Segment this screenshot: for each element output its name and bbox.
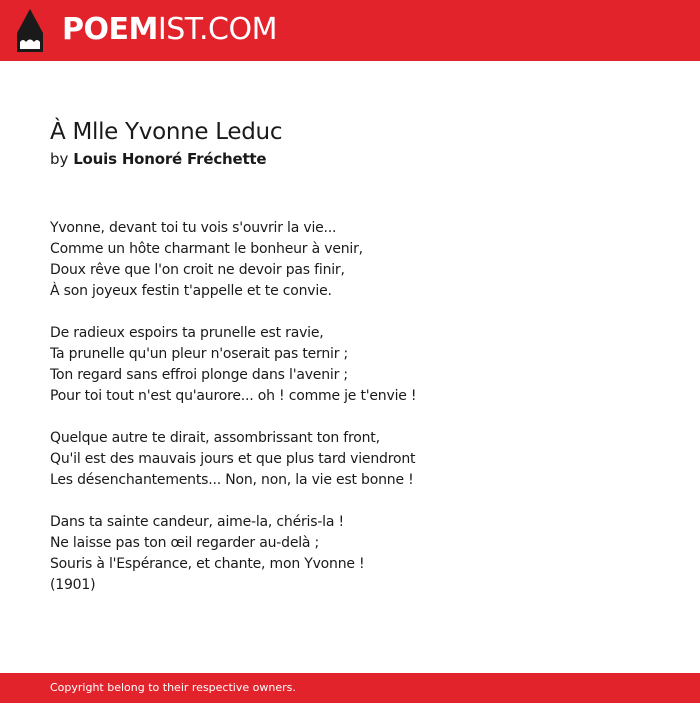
poem-date: (1901) xyxy=(50,577,96,593)
poem-line: Qu'il est des mauvais jours et que plus tard viendront xyxy=(50,451,416,467)
poem-title: À Mlle Yvonne Leduc xyxy=(50,119,283,145)
stanza xyxy=(50,218,650,302)
poem-line: Souris à l'Espérance, et chante, mon Yvonne ! xyxy=(50,556,365,572)
poem-line: Ta prunelle qu'un pleur n'oserait pas ternir ; xyxy=(50,346,349,362)
stanza xyxy=(50,323,650,407)
stanza xyxy=(50,512,650,596)
byline xyxy=(50,149,266,169)
logo-bold-text: POEM xyxy=(62,12,158,47)
logo-light-text: IST.COM xyxy=(157,12,277,47)
poem-line: Comme un hôte charmant le bonheur à venir, xyxy=(50,241,363,257)
pencil-tip-icon[interactable] xyxy=(17,9,43,52)
by-label: by xyxy=(50,150,69,168)
copyright-notice: Copyright belong to their respective owners. xyxy=(50,681,296,694)
poem-body xyxy=(50,218,650,617)
poem-line: De radieux espoirs ta prunelle est ravie, xyxy=(50,325,324,341)
site-footer xyxy=(0,673,700,703)
poem-line: Quelque autre te dirait, assombrissant ton front, xyxy=(50,430,380,446)
poem-line: Les désenchantements... Non, non, la vie est bonne ! xyxy=(50,472,414,488)
poem-line: Doux rêve que l'on croit ne devoir pas finir, xyxy=(50,262,345,278)
poem-line: À son joyeux festin t'appelle et te convie. xyxy=(50,283,332,299)
author-name: Louis Honoré Fréchette xyxy=(73,150,267,168)
poem-line: Dans ta sainte candeur, aime-la, chéris-la ! xyxy=(50,514,344,530)
site-logo[interactable] xyxy=(62,12,277,48)
site-header xyxy=(0,0,700,61)
poem-line: Ne laisse pas ton œil regarder au-delà ; xyxy=(50,535,320,551)
stanza xyxy=(50,428,650,491)
poem-line: Yvonne, devant toi tu vois s'ouvrir la vie... xyxy=(50,220,337,236)
poem-line: Ton regard sans effroi plonge dans l'avenir ; xyxy=(50,367,348,383)
poem-line: Pour toi tout n'est qu'aurore... oh ! comme je t'envie ! xyxy=(50,388,417,404)
